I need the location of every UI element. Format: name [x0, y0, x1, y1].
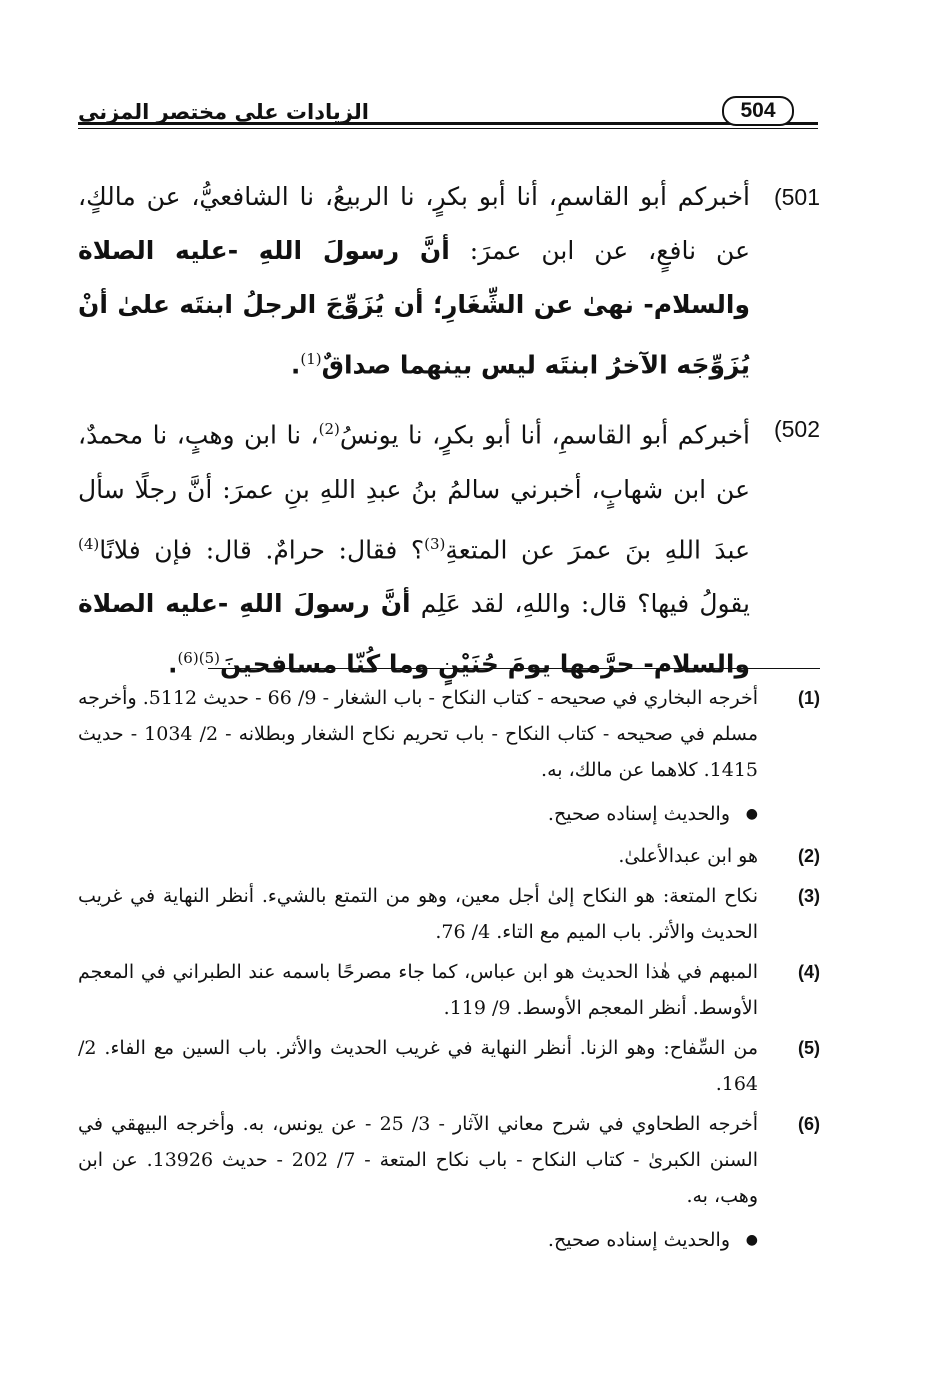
footnote-remark: ● والحديث إسناده صحيح. [78, 1222, 820, 1258]
hadith-number: (502 [773, 416, 820, 443]
hadith-text [78, 402, 750, 691]
footnote-marker: (3) [424, 534, 446, 553]
text-segment: أنَّ رسولَ اللهِ -عليه الصلاة والسلام- نهىٰ عن الشِّغَارِ؛ أن يُزَوِّجَ الرجلُ ابنتَه علىٰ أنْ يُزَوِّجَه الآخرُ ابنتَه ليس بينهما صداقٌ [78, 236, 750, 380]
footnote-3 [78, 878, 820, 950]
footnote-number: (5) [798, 1038, 820, 1058]
footnote-marker: (2) [318, 420, 340, 439]
footnote-number: (6) [798, 1114, 820, 1134]
hadith-number: (501 [773, 184, 820, 210]
footnote-remark: ● والحديث إسناده صحيح. [78, 796, 820, 832]
footnote-number: (4) [798, 962, 820, 982]
text-segment: أخبركم أبو القاسمِ، أنا أبو بكرٍ، نا يونسُ [339, 420, 750, 450]
header-rule-thin [78, 128, 818, 129]
hadith-text [78, 170, 750, 392]
footnote-number: (2) [798, 846, 820, 866]
text-segment: ؟ فقال: حرامٌ. قال: فإن فلانًا [99, 534, 425, 564]
header-rule [78, 122, 818, 125]
text-segment: يقولُ فيها؟ قال: واللهِ، لقد عَلِم [410, 588, 750, 618]
text-segment: ، نا ابن وهبٍ، نا محمدٌ، عن ابن شهابٍ، أخبرني سالمُ بنُ عبدِ اللهِ بنِ عمرَ: أنَّ رجلًا سأل عبدَ اللهِ بنَ عمرَ عن المتعةِ [78, 420, 751, 564]
footnote-1 [78, 680, 820, 788]
footnote-marker: (5)(6) [177, 648, 220, 667]
footnote-text: أخرجه البخاري في صحيحه - كتاب النكاح - باب الشغار - 9/ 66 - حديث 5112. وأخرجه مسلم في صحيحه - كتاب النكاح - باب تحريم نكاح الشغار وبطلانه - 2/ 1034 - حديث 1415. كلاهما عن مالك، به. [78, 687, 758, 781]
hadith-502 [78, 402, 820, 691]
text-segment: أنَّ رسولَ اللهِ -عليه الصلاة والسلام- حرَّمها يومَ حُنَيْنٍ وما كُنّا مسافحينَ [78, 588, 750, 679]
footnote-text: من السِّفاح: وهو الزنا. أنظر النهاية في غريب الحديث والأثر. باب السين مع الفاء. 2/ 164. [78, 1037, 758, 1095]
footnote-text: هو ابن عبدالأعلىٰ. [618, 845, 758, 867]
page-number: 504 [722, 96, 794, 126]
text-segment: أخبركم أبو القاسمِ، أنا أبو بكرٍ، نا الربيعُ، نا الشافعيُّ، عن مالكٍ، عن نافعٍ، عن ابن عمرَ: [78, 182, 750, 265]
running-title: الزيادات على مختصر المزني [78, 100, 369, 124]
footnote-text: أخرجه الطحاوي في شرح معاني الآثار - 3/ 25 - عن يونس، به. وأخرجه البيهقي في السنن الكبرىٰ - كتاب النكاح - باب نكاح المتعة - 7/ 202 - حديث 13926. عن ابن وهب، به. [78, 1113, 758, 1207]
hadith-501 [78, 170, 820, 392]
footnote-6 [78, 1106, 820, 1214]
footnote-text: المبهم في هٰذا الحديث هو ابن عباس، كما جاء مصرحًا باسمه عند الطبراني في المعجم الأوسط. أنظر المعجم الأوسط. 9/ 119. [78, 961, 758, 1019]
footnote-separator [208, 668, 820, 669]
footnotes [78, 680, 820, 1264]
text-segment: . [290, 350, 301, 380]
footnote-text: نكاح المتعة: هو النكاح إلىٰ أجل معين، وهو من التمتع بالشيء. أنظر النهاية في غريب الحديث والأثر. باب الميم مع التاء. 4/ 76. [78, 885, 758, 943]
footnote-marker: (1) [300, 350, 322, 368]
footnote-4 [78, 954, 820, 1026]
footnote-2 [78, 838, 820, 874]
page-header [78, 92, 818, 132]
footnote-number: (3) [798, 886, 820, 906]
text-segment: . [167, 649, 178, 679]
main-text [78, 170, 820, 701]
footnote-number: (1) [798, 688, 820, 708]
footnote-5 [78, 1030, 820, 1102]
footnote-marker: (4) [78, 534, 100, 553]
